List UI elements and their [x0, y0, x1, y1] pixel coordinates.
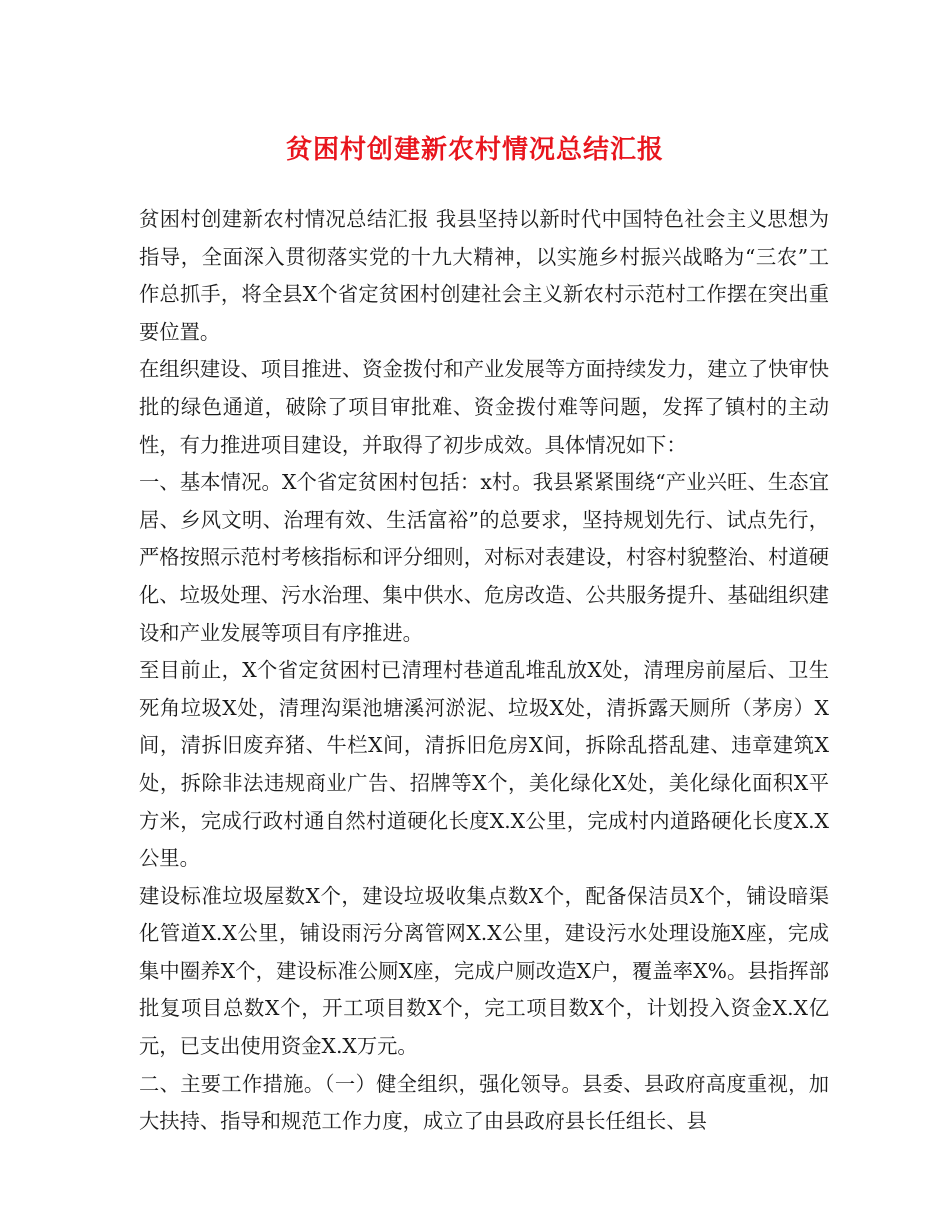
paragraph-intro: 贫困村创建新农村情况总结汇报 我县坚持以新时代中国特色社会主义思想为指导，全面深入贯彻落实党的十九大精神，以实施乡村振兴战略为“三农”工作总抓手，将全县X个省定贫困村创建社会主义新农村示范村工作摆在突出重要位置。	[139, 207, 829, 344]
paragraph-cleanup-stats: 至目前止，X个省定贫困村已清理村巷道乱堆乱放X处，清理房前屋后、卫生死角垃圾X处，清理沟渠池塘溪河淤泥、垃圾X处，清拆露天厕所（茅房）X间，清拆旧废弃猪、牛栏X间，清拆旧危房X间，拆除乱搭乱建、违章建筑X处，拆除非法违规商业广告、招牌等X个，美化绿化X处，美化绿化面积X平方米，完成行政村通自然村道硬化长度X.X公里，完成村内道路硬化长度X.X公里。	[139, 658, 829, 871]
paragraph-basic-situation: 一、基本情况。X个省定贫困村包括：x村。我县紧紧围绕“产业兴旺、生态宜居、乡风文明、治理有效、生活富裕”的总要求，坚持规划先行、试点先行，严格按照示范村考核指标和评分细则，对标对表建设，村容村貌整治、村道硬化、垃圾处理、污水治理、集中供水、危房改造、公共服务提升、基础组织建设和产业发展等项目有序推进。	[139, 470, 829, 645]
paragraph-progress: 在组织建设、项目推进、资金拨付和产业发展等方面持续发力，建立了快审快批的绿色通道，破除了项目审批难、资金拨付难等问题，发挥了镇村的主动性，有力推进项目建设，并取得了初步成效。具体情况如下：	[139, 357, 829, 457]
document-title: 贫困村创建新农村情况总结汇报	[285, 135, 664, 165]
paragraph-main-measures: 二、主要工作措施。（一）健全组织，强化领导。县委、县政府高度重视，加大扶持、指导和规范工作力度，成立了由县政府县长任组长、县	[139, 1071, 829, 1134]
document-body	[139, 201, 829, 1141]
paragraph-construction-stats: 建设标准垃圾屋数X个，建设垃圾收集点数X个，配备保洁员X个，铺设暗渠化管道X.X公里，铺设雨污分离管网X.X公里，建设污水处理设施X座，完成集中圈养X个，建设标准公厕X座，完成户厕改造X户，覆盖率X%。县指挥部批复项目总数X个，开工项目数X个，完工项目数X个，计划投入资金X.X亿元，已支出使用资金X.X万元。	[139, 883, 829, 1059]
